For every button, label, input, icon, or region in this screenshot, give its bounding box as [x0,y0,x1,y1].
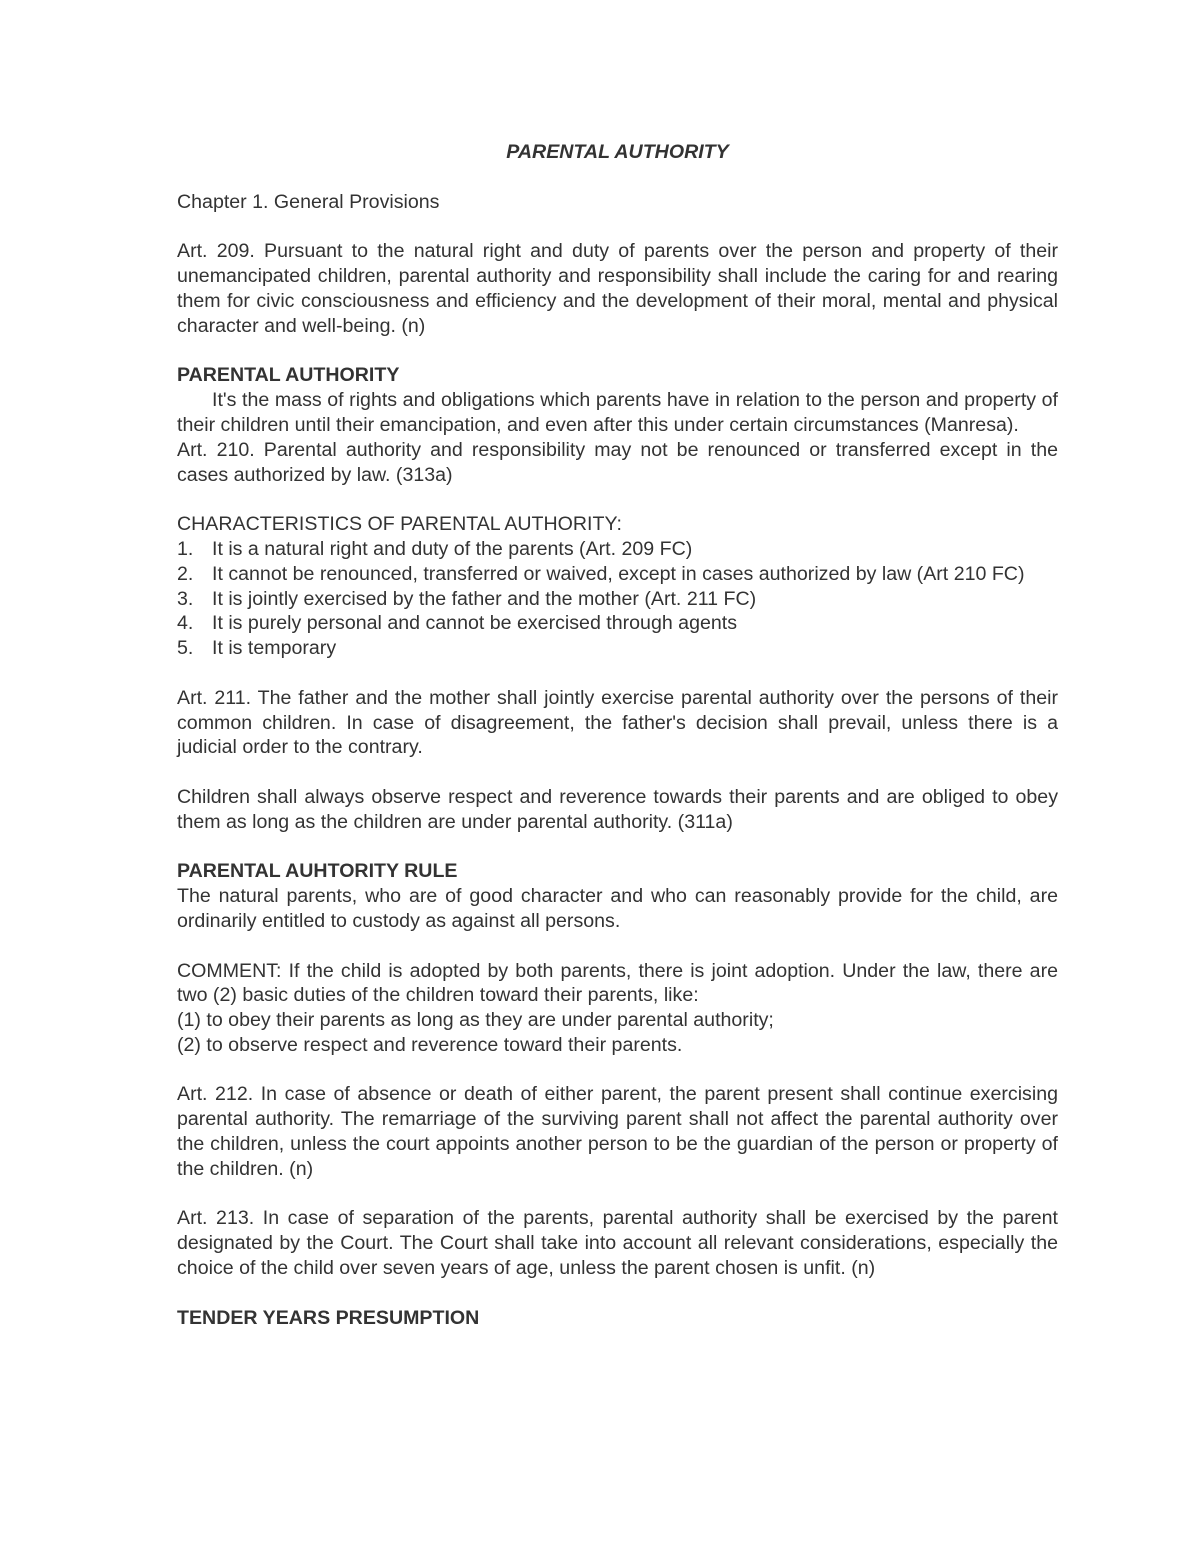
article-213: Art. 213. In case of separation of the parents, parental authority shall be exercised by the parent designated by the Court. The Court shall take into account all relevant considerations, especially the choice of the child over seven years of age, unless the parent chosen is unfit. (n) [177,1207,1058,1280]
spacer [177,835,1058,860]
spacer [177,487,1058,512]
characteristics-heading: CHARACTERISTICS OF PARENTAL AUTHORITY: [177,513,622,536]
spacer [177,760,1058,785]
spacer [177,934,1058,959]
spacer [177,215,1058,240]
list-item [177,562,1058,587]
spacer [177,339,1058,364]
list-number: 1. [177,537,194,560]
list-text: It is jointly exercised by the father and the mother (Art. 211 FC) [212,587,757,610]
list-item [177,636,1058,661]
article-211: Art. 211. The father and the mother shall jointly exercise parental authority over the persons of their common children. In case of disagreement, the father's decision shall prevail, unless there is a judicial order to the contrary. [177,686,1058,759]
duty-two: (2) to observe respect and reverence toward their parents. [177,1033,683,1056]
list-item [177,537,1058,562]
rule-heading: PARENTAL AUHTORITY RULE [177,860,458,883]
list-item [177,587,1058,612]
article-212: Art. 212. In case of absence or death of either parent, the parent present shall continue exercising parental authority. The remarriage of the surviving parent shall not affect the parental authority over the children, unless the court appoints another person to be the guardian of the person or property of the children. (n) [177,1083,1058,1180]
parental-authority-definition: It's the mass of rights and obligations which parents have in relation to the person and property of their children until their emancipation, and even after this under certain circumstances (Manresa). [177,389,1058,436]
duty-one: (1) to obey their parents as long as they are under parental authority; [177,1009,774,1032]
spacer [177,1281,1058,1306]
spacer [177,1182,1058,1207]
article-209: Art. 209. Pursuant to the natural right and duty of parents over the person and property of their unemancipated children, parental authority and responsibility shall include the caring for and rearing them for civic consciousness and efficiency and the development of their moral, mental and physical character and well-being. (n) [177,240,1058,337]
list-text: It is temporary [212,637,337,660]
spacer [177,661,1058,686]
list-number: 3. [177,587,194,610]
list-item [177,611,1058,636]
parental-authority-heading: PARENTAL AUTHORITY [177,364,400,387]
document-title: PARENTAL AUTHORITY [506,141,729,163]
list-number: 4. [177,612,194,635]
list-text: It is a natural right and duty of the parents (Art. 209 FC) [212,537,693,560]
chapter-heading: Chapter 1. General Provisions [177,190,440,213]
list-text: It is purely personal and cannot be exercised through agents [212,612,738,635]
list-number: 5. [177,637,194,660]
article-210: Art. 210. Parental authority and responsibility may not be renounced or transferred except in the cases authorized by law. (313a) [177,438,1058,486]
article-211-children: Children shall always observe respect and reverence towards their parents and are obliged to obey them as long as the children are under parental authority. (311a) [177,785,1058,833]
comment-text: COMMENT: If the child is adopted by both parents, there is joint adoption. Under the law, there are two (2) basic duties of the children toward their parents, like: [177,959,1058,1007]
tender-years-heading: TENDER YEARS PRESUMPTION [177,1306,480,1329]
characteristics-list [177,537,1058,661]
list-text: It cannot be renounced, transferred or waived, except in cases authorized by law (Art 210 FC) [212,562,1025,585]
rule-text: The natural parents, who are of good character and who can reasonably provide for the child, are ordinarily entitled to custody as against all persons. [177,885,1058,932]
list-number: 2. [177,562,194,585]
spacer [177,1058,1058,1083]
